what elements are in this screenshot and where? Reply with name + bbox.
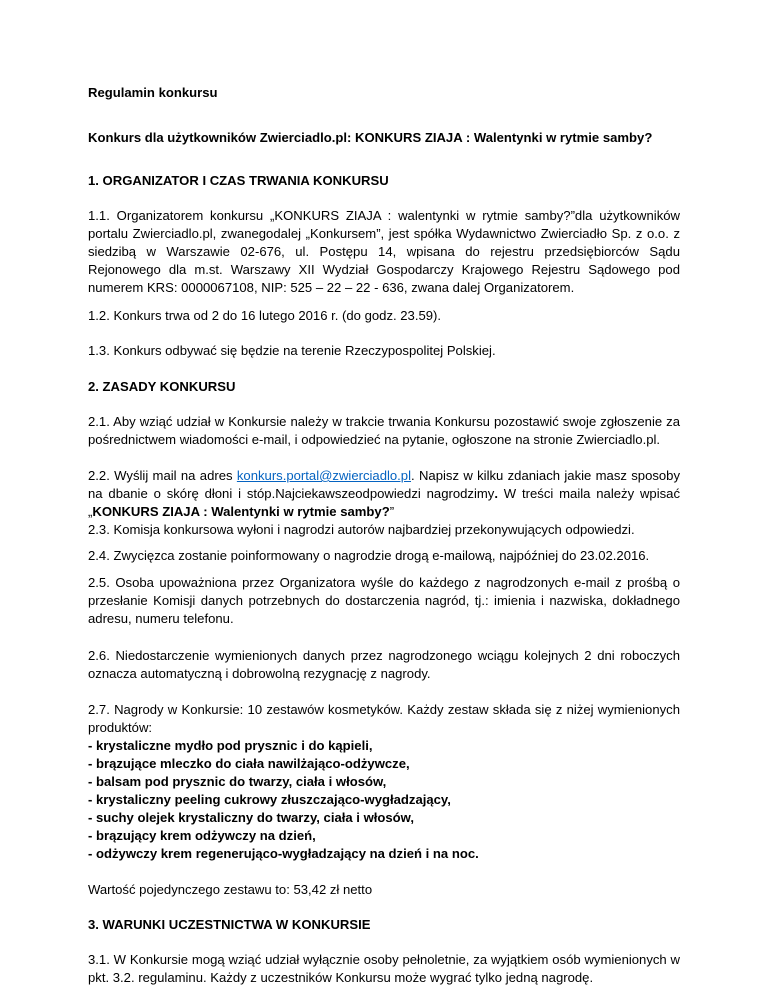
paragraph-2-5: 2.5. Osoba upoważniona przez Organizatora wyśle do każdego z nagrodzonych e-mail z prośbą o przesłanie Komisji danych potrzebnych do dostarczenia nagród, tj.: imienia i nazwiska, dokładnego adresu, numeru telefonu. [88, 575, 680, 626]
section-3-heading: 3. WARUNKI UCZESTNICTWA W KONKURSIE [88, 917, 371, 932]
paragraph-2-1: 2.1. Aby wziąć udział w Konkursie należy w trakcie trwania Konkursu pozostawić swoje zgłoszenie za pośrednictwem wiadomości e-mail, i odpowiedzieć na pytanie, ogłoszone na stronie Zwierciadlo.pl. [88, 414, 680, 447]
paragraph-2-2-text: . Napisz w kilku zdaniach jakie masz sposoby na dbanie o skórę dłoni i stóp.Najciekawszeodpowiedzi nagrodzimy [88, 468, 681, 501]
prize-list [88, 737, 680, 863]
prize-item: - brązujące mleczko do ciała nawilżająco-odżywcze, [88, 756, 410, 771]
email-link[interactable]: konkurs.portal@zwierciadlo.pl [236, 468, 412, 483]
paragraph-1-1: 1.1. Organizatorem konkursu „KONKURS ZIAJA : walentynki w rytmie samby?”dla użytkowników portalu Zwierciadlo.pl, zwanegodalej „Konkursem”, jest spółka Wydawnictwo Zwierciadło Sp. z o.o. z siedzibą w Warszawie 02-676, ul. Postępu 14, wpisana do rejestru przedsiębiorców Sądu Rejonowego dla m.st. Warszawy XII Wydział Gospodarczy Krajowego Rejestru Sądowego pod numerem KRS: 0000067108, NIP: 525 – 22 – 22 - 636, zwana dalej Organizatorem. [88, 208, 680, 295]
paragraph-2-3: 2.3. Komisja konkursowa wyłoni i nagrodzi autorów najbardziej przekonywujących odpowiedzi. [88, 522, 635, 537]
paragraph-2-2-text: 2.2. Wyślij mail na adres [88, 468, 237, 483]
prize-item: - krystaliczny peeling cukrowy złuszczająco-wygładzający, [88, 792, 451, 807]
prize-value: Wartość pojedynczego zestawu to: 53,42 zł netto [88, 882, 373, 897]
paragraph-3-1: 3.1. W Konkursie mogą wziąć udział wyłącznie osoby pełnoletnie, za wyjątkiem osób wymienionych w pkt. 3.2. regulaminu. Każdy z uczestników Konkursu może wygrać tylko jedną nagrodę. [88, 952, 680, 985]
paragraph-1-2: 1.2. Konkurs trwa od 2 do 16 lutego 2016 r. (do godz. 23.59). [88, 308, 442, 323]
paragraph-2-4: 2.4. Zwycięzca zostanie poinformowany o nagrodzie drogą e-mailową, najpóźniej do 23.02.2016. [88, 548, 650, 563]
prize-item: - balsam pod prysznic do twarzy, ciała i włosów, [88, 774, 387, 789]
paragraph-2-2-text: ” [389, 504, 395, 519]
prize-item: - suchy olejek krystaliczny do twarzy, ciała i włosów, [88, 810, 415, 825]
contest-title: Konkurs dla użytkowników Zwierciadlo.pl: KONKURS ZIAJA : Walentynki w rytmie samby? [88, 130, 653, 145]
section-2-heading: 2. ZASADY KONKURSU [88, 379, 236, 394]
prize-item: - krystaliczne mydło pod prysznic i do kąpieli, [88, 738, 373, 753]
prize-item: - brązujący krem odżywczy na dzień, [88, 828, 316, 843]
email-subject-phrase: KONKURS ZIAJA : Walentynki w rytmie samby? [92, 504, 390, 519]
paragraph-2-2-text: W treści maila należy wpisać „ [88, 486, 680, 519]
paragraph-2-6: 2.6. Niedostarczenie wymienionych danych przez nagrodzonego wciągu kolejnych 2 dni roboczych oznacza automatyczną i dobrowolną rezygnację z nagrody. [88, 648, 680, 681]
paragraph-2-2-dot: . [494, 486, 498, 501]
paragraph-1-3: 1.3. Konkurs odbywać się będzie na terenie Rzeczypospolitej Polskiej. [88, 343, 496, 358]
document-title: Regulamin konkursu [88, 85, 218, 100]
prize-item: - odżywczy krem regenerująco-wygładzający na dzień i na noc. [88, 846, 479, 861]
section-1-heading: 1. ORGANIZATOR I CZAS TRWANIA KONKURSU [88, 173, 389, 188]
paragraph-2-2 [88, 467, 680, 521]
paragraph-2-7-intro: 2.7. Nagrody w Konkursie: 10 zestawów kosmetyków. Każdy zestaw składa się z niżej wymienionych produktów: [88, 702, 680, 735]
